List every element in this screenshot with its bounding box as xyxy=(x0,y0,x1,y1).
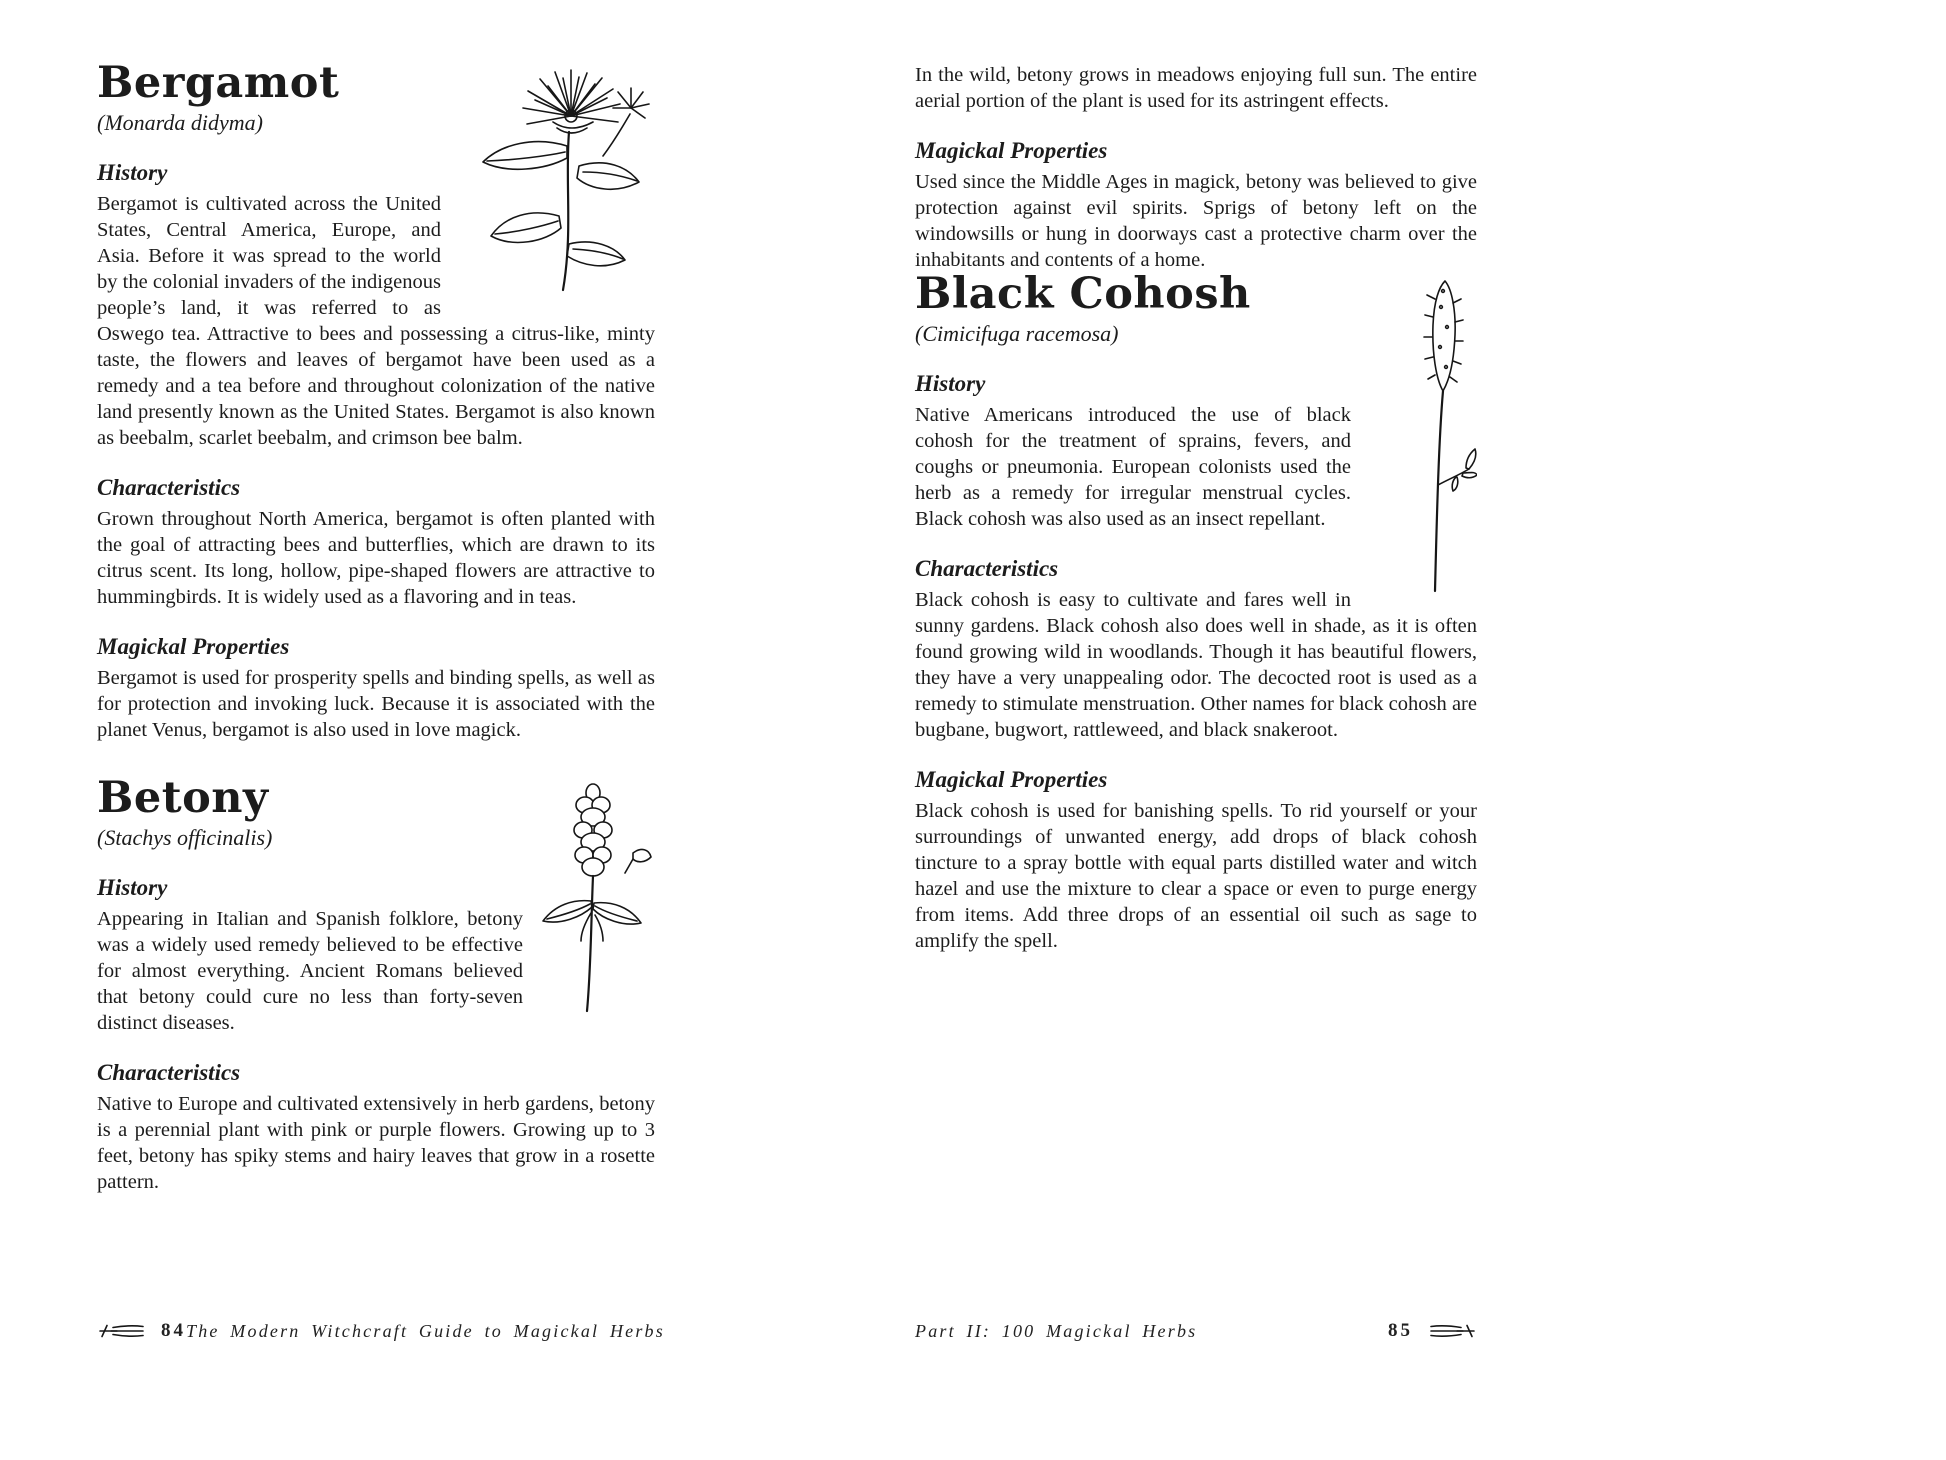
running-title-left: The Modern Witchcraft Guide to Magickal Herbs xyxy=(186,1320,665,1341)
section-heading-history: History xyxy=(97,874,168,900)
section-text-magickal: Used since the Middle Ages in magick, betony was believed to give protection against evil spirits. Sprigs of betony left on the windowsills or hung in doorways cast a protective charm over the inhabitants and contents of a home. xyxy=(915,171,1477,271)
bergamot-flower-icon xyxy=(455,64,655,292)
betony-plant-illustration xyxy=(537,783,655,1013)
page-number-right: 85 xyxy=(1388,1320,1413,1341)
section-text-characteristics: Grown throughout North America, bergamot is often planted with the goal of attracting bees and butterflies, which are drawn to its citrus scent. Its long, hollow, pipe-shaped flowers are attractive to hummingbirds. It is widely used as a flavoring and in teas. xyxy=(97,507,655,608)
section-text-magickal: Black cohosh is used for banishing spells. To rid yourself or your surroundings of unwanted energy, add drops of black cohosh tincture to a spray bottle with equal parts distilled water and witch hazel and use the mixture to clear a space or even to purge energy from items. Add three drops of an essential oil such as sage to amplify the spell. xyxy=(915,799,1477,952)
section-heading-characteristics: Characteristics xyxy=(97,1059,241,1085)
entry-title-black-cohosh: Black Cohosh xyxy=(915,269,1251,319)
black-cohosh-illustration xyxy=(1365,277,1477,593)
section-heading-characteristics: Characteristics xyxy=(97,474,241,500)
section-text-characteristics: Black cohosh is easy to cultivate and fares well in sunny gardens. Black cohosh also does well in shade, as it is often found growing wild in woodlands. Though it has beautiful flowers, they have a very unappealing odor. The decocted root is used as a remedy to stimulate menstruation. Other names for black cohosh are bugbane, bugwort, rattleweed, and black snakeroot. xyxy=(915,588,1477,741)
section-heading-history: History xyxy=(97,159,168,185)
entry-bergamot xyxy=(97,58,655,743)
entry-betony xyxy=(97,772,655,1195)
latin-name-bergamot: (Monarda didyma) xyxy=(97,109,263,135)
footer-right xyxy=(915,1320,1477,1342)
fletched-arrow-left-icon xyxy=(97,1323,145,1339)
section-text-history: Bergamot is cultivated across the United States, Central America, Europe, and Asia. Before it was spread to the world by the colonial invaders of the indigenous people’s land, it was referred to as Oswego tea. Attractive to bees and possessing a citrus-like, minty taste, the flowers and leaves of bergamot have been used as a remedy and a tea before and throughout colonization of the native land presently known as the United States. Bergamot is also known as beebalm, scarlet beebalm, and crimson bee balm. xyxy=(97,192,655,449)
latin-name-betony: (Stachys officinalis) xyxy=(97,824,273,850)
page-number-left: 84 xyxy=(161,1320,186,1341)
betony-spike-icon xyxy=(537,783,655,1013)
page-left xyxy=(97,58,655,1195)
page-right xyxy=(915,62,1477,954)
section-heading-characteristics: Characteristics xyxy=(915,555,1059,581)
bergamot-plant-illustration xyxy=(455,64,655,292)
section-heading-history: History xyxy=(915,370,986,396)
section-heading-magickal: Magickal Properties xyxy=(915,138,1108,163)
section-text-history: Appearing in Italian and Spanish folklore, betony was a widely used remedy believed to be effective for almost everything. Ancient Romans believed that betony could cure no less than forty-seven distinct diseases. xyxy=(97,907,523,1034)
entry-title-bergamot: Bergamot xyxy=(97,58,340,108)
fletched-arrow-right-icon xyxy=(1429,1323,1477,1339)
black-cohosh-spike-icon xyxy=(1365,277,1477,593)
betony-continuation xyxy=(915,62,1477,273)
footer-left xyxy=(97,1320,665,1342)
latin-name-black-cohosh: (Cimicifuga racemosa) xyxy=(915,320,1119,346)
continuation-text: In the wild, betony grows in meadows enjoying full sun. The entire aerial portion of the plant is used for its astringent effects. xyxy=(915,64,1477,112)
section-text-magickal: Bergamot is used for prosperity spells and binding spells, as well as for protection and invoking luck. Because it is associated with the planet Venus, bergamot is also used in love magick. xyxy=(97,666,655,741)
section-text-characteristics: Native to Europe and cultivated extensively in herb gardens, betony is a perennial plant with pink or purple flowers. Growing up to 3 feet, betony has spiky stems and hairy leaves that grow in a rosette pattern. xyxy=(97,1092,655,1193)
section-heading-magickal: Magickal Properties xyxy=(915,766,1108,792)
entry-title-betony: Betony xyxy=(97,772,269,823)
section-heading-magickal: Magickal Properties xyxy=(97,633,290,659)
section-text-history: Native Americans introduced the use of black cohosh for the treatment of sprains, fevers, and coughs or pneumonia. European colonists used the herb as a remedy for irregular menstrual cycles. Black cohosh was also used as an insect repellant. xyxy=(915,403,1351,530)
running-title-right: Part II: 100 Magickal Herbs xyxy=(915,1320,1198,1341)
entry-black-cohosh xyxy=(915,269,1477,954)
